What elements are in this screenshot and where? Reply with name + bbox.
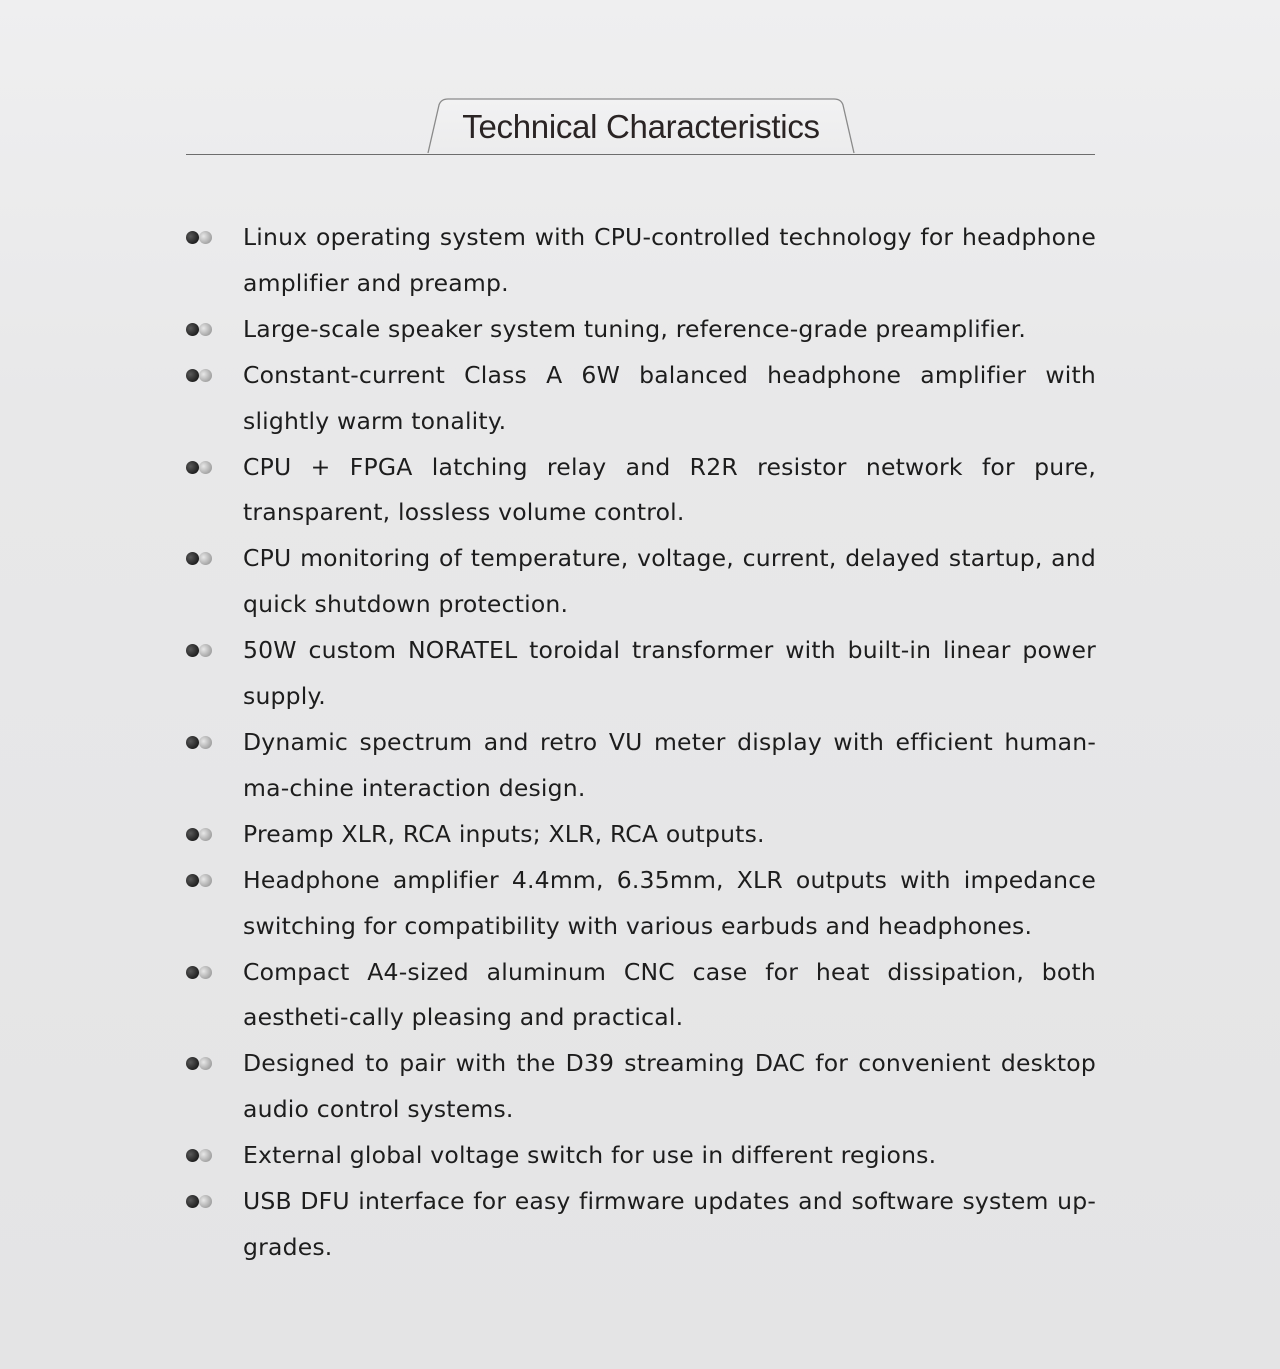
feature-item [186, 1133, 1096, 1179]
bullet-icon [186, 323, 214, 337]
feature-text: Designed to pair with the D39 streaming DAC for convenient desktop audio control systems. [243, 1049, 1096, 1124]
bullet-icon [186, 552, 214, 566]
section-header [186, 96, 1095, 158]
header-divider [186, 154, 1095, 155]
feature-item [186, 215, 1096, 307]
feature-text: CPU + FPGA latching relay and R2R resistor network for pure, transparent, lossless volume control. [243, 452, 1096, 527]
feature-text: Preamp XLR, RCA inputs; XLR, RCA outputs. [243, 819, 765, 848]
feature-text: Constant-current Class A 6W balanced headphone amplifier with slightly warm tonality. [243, 360, 1096, 435]
feature-text: Linux operating system with CPU-controlled technology for headphone amplifier and preamp. [243, 223, 1096, 297]
bullet-icon [186, 1195, 214, 1209]
bullet-icon [186, 369, 214, 383]
bullet-icon [186, 461, 214, 475]
feature-text: Large-scale speaker system tuning, reference-grade preamplifier. [243, 314, 1027, 343]
feature-item [186, 307, 1096, 353]
header-tab [426, 96, 856, 154]
feature-text: External global voltage switch for use in different regions. [243, 1141, 937, 1170]
page-title: Technical Characteristics [462, 108, 820, 145]
feature-item [186, 950, 1096, 1042]
feature-text: Compact A4-sized aluminum CNC case for heat dissipation, both aestheti-cally pleasing and practical. [243, 957, 1096, 1032]
bullet-icon [186, 966, 214, 980]
features-list [186, 215, 1096, 1271]
bullet-icon [186, 736, 214, 750]
feature-item [186, 536, 1096, 628]
feature-text: USB DFU interface for easy firmware updates and software system up-grades. [243, 1187, 1096, 1261]
feature-item [186, 812, 1096, 858]
feature-text: CPU monitoring of temperature, voltage, current, delayed startup, and quick shutdown protection. [243, 544, 1096, 619]
bullet-icon [186, 231, 214, 245]
bullet-icon [186, 1149, 214, 1163]
bullet-icon [186, 828, 214, 842]
bullet-icon [186, 874, 214, 888]
feature-item [186, 628, 1096, 720]
feature-item [186, 1041, 1096, 1133]
feature-item [186, 353, 1096, 445]
feature-item [186, 1179, 1096, 1271]
feature-text: Dynamic spectrum and retro VU meter display with efficient human-ma-chine interaction design. [243, 727, 1096, 802]
feature-item [186, 720, 1096, 812]
feature-text: Headphone amplifier 4.4mm, 6.35mm, XLR outputs with impedance switching for compatibility with various earbuds and headphones. [243, 865, 1096, 940]
feature-item [186, 445, 1096, 537]
feature-item [186, 858, 1096, 950]
bullet-icon [186, 1057, 214, 1071]
feature-text: 50W custom NORATEL toroidal transformer with built-in linear power supply. [243, 636, 1096, 711]
bullet-icon [186, 644, 214, 658]
